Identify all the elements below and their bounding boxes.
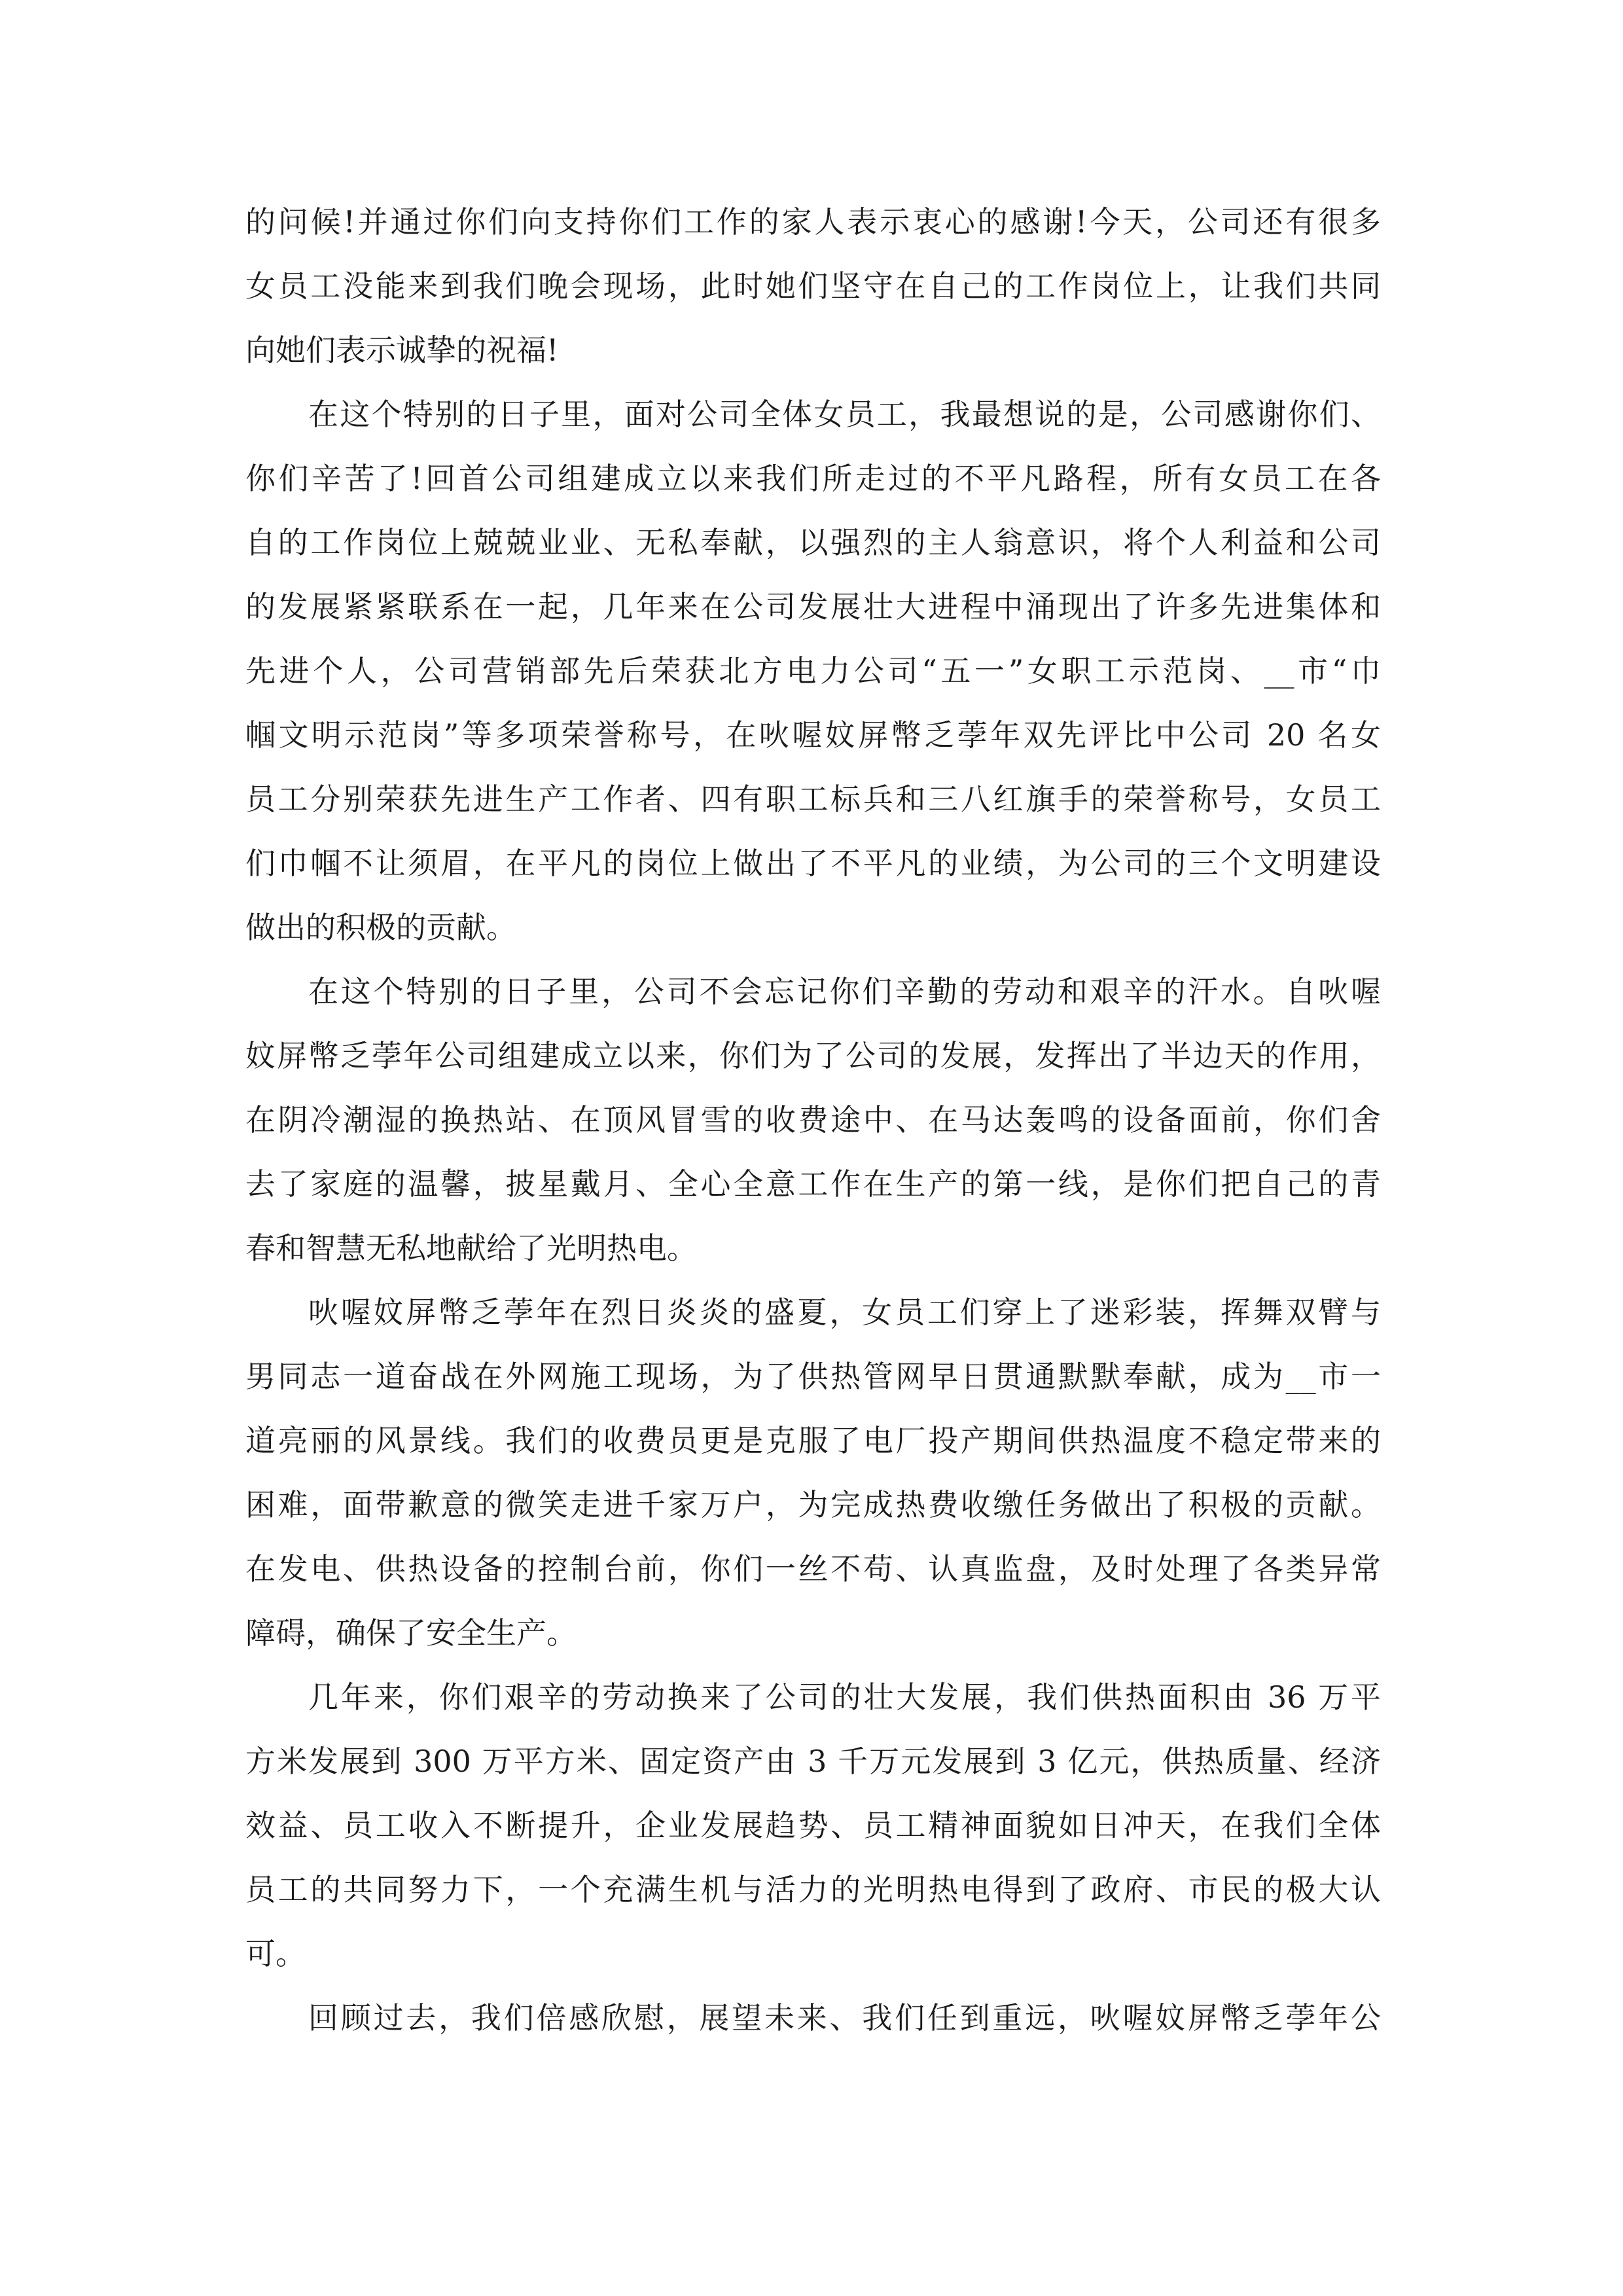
text-line: 男同志一道奋战在外网施工现场，为了供热管网早日贯通默默奉献，成为__市一 — [245, 1359, 1381, 1394]
text-line: 在这个特别的日子里，公司不会忘记你们辛勤的劳动和艰辛的汗水。自吙喔 — [308, 974, 1381, 1009]
text-line: 几年来，你们艰辛的劳动换来了公司的壮大发展，我们供热面积由 36 万平 — [308, 1679, 1381, 1715]
paragraph-5 — [245, 1665, 1381, 1986]
text-line: 女员工没能来到我们晚会现场，此时她们坚守在自己的工作岗位上，让我们共同 — [245, 268, 1381, 304]
paragraph-2 — [245, 382, 1381, 960]
text-line: 向她们表示诚挚的祝福! — [245, 332, 559, 368]
text-line: 做出的积极的贡献。 — [245, 910, 516, 945]
text-line: 回顾过去，我们倍感欣慰，展望未来、我们任到重远，吙喔妏屏幣乏荸年公 — [308, 2000, 1381, 2036]
paragraph-3 — [245, 960, 1381, 1280]
text-line: 障碍，确保了安全生产。 — [245, 1615, 577, 1651]
text-line: 你们辛苦了!回首公司组建成立以来我们所走过的不平凡路程，所有女员工在各 — [245, 461, 1381, 496]
text-line: 吙喔妏屏幣乏荸年在烈日炎炎的盛夏，女员工们穿上了迷彩装，挥舞双臂与 — [308, 1295, 1381, 1330]
text-line: 员工分别荣获先进生产工作者、四有职工标兵和三八红旗手的荣誉称号，女员工 — [245, 781, 1381, 817]
document-body — [245, 190, 1381, 2050]
text-line: 效益、员工收入不断提升，企业发展趋势、员工精神面貌如日冲天，在我们全体 — [245, 1808, 1381, 1843]
text-line: 去了家庭的温馨，披星戴月、全心全意工作在生产的第一线，是你们把自己的青 — [245, 1166, 1381, 1202]
text-line: 困难，面带歉意的微笑走进千家万户，为完成热费收缴任务做出了积极的贡献。 — [245, 1487, 1381, 1522]
text-line: 在这个特别的日子里，面对公司全体女员工，我最想说的是，公司感谢你们、 — [308, 397, 1381, 432]
text-line: 们巾帼不让须眉，在平凡的岗位上做出了不平凡的业绩，为公司的三个文明建设 — [245, 846, 1381, 881]
text-line: 道亮丽的风景线。我们的收费员更是克服了电厂投产期间供热温度不稳定带来的 — [245, 1423, 1381, 1458]
paragraph-4 — [245, 1280, 1381, 1665]
paragraph-1 — [245, 190, 1381, 382]
text-line: 员工的共同努力下，一个充满生机与活力的光明热电得到了政府、市民的极大认 — [245, 1872, 1381, 1907]
text-line: 方米发展到 300 万平方米、固定资产由 3 千万元发展到 3 亿元，供热质量、经济 — [245, 1744, 1381, 1779]
paragraph-6 — [245, 1986, 1381, 2050]
text-line: 可。 — [245, 1936, 306, 1971]
text-line: 的问候!并通过你们向支持你们工作的家人表示衷心的感谢!今天，公司还有很多 — [245, 204, 1381, 240]
text-line: 自的工作岗位上兢兢业业、无私奉献，以强烈的主人翁意识，将个人利益和公司 — [245, 525, 1381, 560]
text-line: 帼文明示范岗”等多项荣誉称号，在吙喔妏屏幣乏荸年双先评比中公司 20 名女 — [245, 717, 1381, 753]
text-line: 的发展紧紧联系在一起，几年来在公司发展壮大进程中涌现出了许多先进集体和 — [245, 589, 1381, 624]
text-line: 妏屏幣乏荸年公司组建成立以来，你们为了公司的发展，发挥出了半边天的作用， — [245, 1038, 1381, 1073]
text-line: 在发电、供热设备的控制台前，你们一丝不苟、认真监盘，及时处理了各类异常 — [245, 1551, 1381, 1587]
text-line: 先进个人，公司营销部先后荣获北方电力公司“五一”女职工示范岗、__市“巾 — [245, 653, 1381, 689]
text-line: 春和智慧无私地献给了光明热电。 — [245, 1230, 697, 1266]
text-line: 在阴冷潮湿的换热站、在顶风冒雪的收费途中、在马达轰鸣的设备面前，你们舍 — [245, 1102, 1381, 1138]
